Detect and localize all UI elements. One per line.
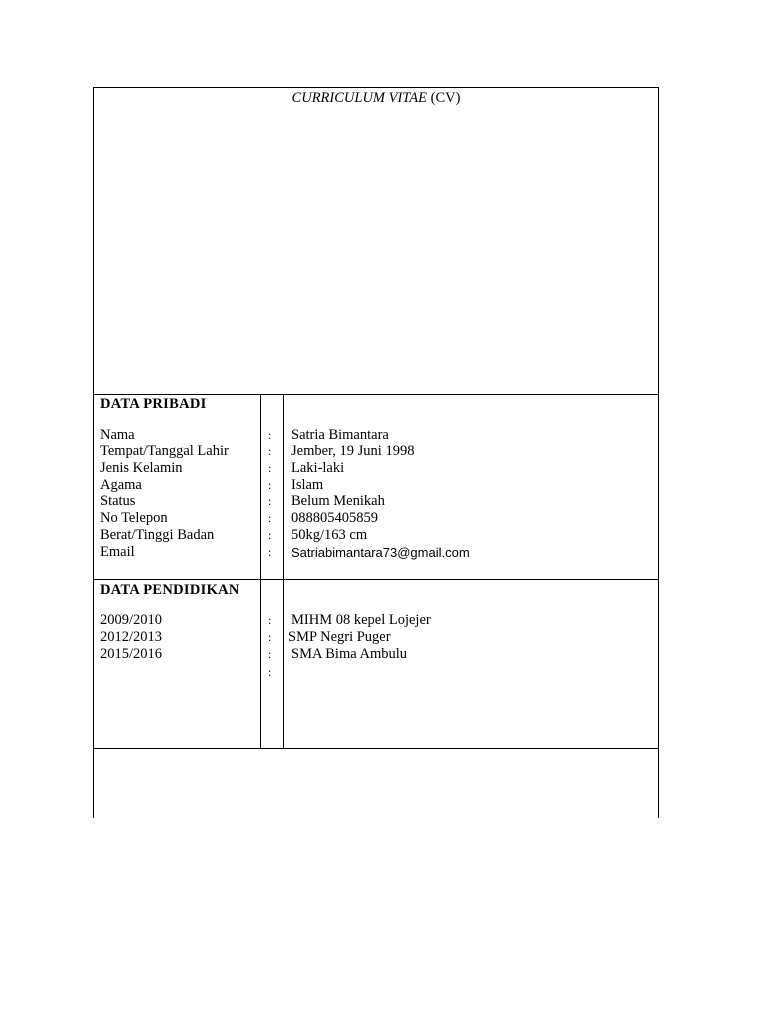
personal-colon-name: : [268,428,272,442]
personal-label-phone: No Telepon [100,510,168,526]
personal-data-heading: DATA PRIBADI [100,396,207,412]
personal-label-gender: Jenis Kelamin [100,460,183,476]
education-colon-2: : [268,630,272,644]
personal-value-birth: Jember, 19 Juni 1998 [291,443,415,459]
personal-label-religion: Agama [100,477,142,493]
personal-label-status: Status [100,493,136,509]
document-title-italic: CURRICULUM VITAE [291,90,428,106]
personal-colon-status: : [268,494,272,508]
personal-colon-gender: : [268,461,272,475]
education-colon-1: : [268,613,272,627]
document-title [93,89,659,107]
row-divider-education [93,748,659,749]
document-title-suffix: (CV) [427,90,461,106]
personal-value-name: Satria Bimantara [291,427,389,443]
personal-value-phone: 088805405859 [291,510,378,526]
education-value-school-2: SMP Negri Puger [288,629,391,645]
personal-value-status: Belum Menikah [291,493,385,509]
personal-colon-phone: : [268,511,272,525]
personal-label-birth: Tempat/Tanggal Lahir [100,443,229,459]
row-divider-personal [93,579,659,580]
column-divider-label [260,394,261,749]
personal-value-gender: Laki-laki [291,460,345,476]
table-border-left [93,87,94,818]
education-colon-4: : [268,665,272,679]
personal-colon-birth: : [268,444,272,458]
personal-colon-weight-height: : [268,528,272,542]
personal-value-weight-height: 50kg/163 cm [291,527,368,543]
education-label-period-1: 2009/2010 [100,612,163,628]
column-divider-colon [283,394,284,749]
education-value-school-1: MIHM 08 kepel Lojejer [291,612,431,628]
personal-value-religion: Islam [291,477,324,493]
education-colon-3: : [268,647,272,661]
personal-colon-email: : [268,545,272,559]
education-data-heading: DATA PENDIDIKAN [100,582,240,598]
personal-label-name: Nama [100,427,135,443]
table-border-right [658,87,659,818]
personal-label-weight-height: Berat/Tinggi Badan [100,527,215,543]
table-border-top [93,87,659,88]
education-value-school-3: SMA Bima Ambulu [291,646,408,662]
personal-label-email: Email [100,544,135,560]
education-label-period-2: 2012/2013 [100,629,163,645]
personal-value-email: Satriabimantara73@gmail.com [291,545,470,560]
education-label-period-3: 2015/2016 [100,646,163,662]
personal-colon-religion: : [268,478,272,492]
